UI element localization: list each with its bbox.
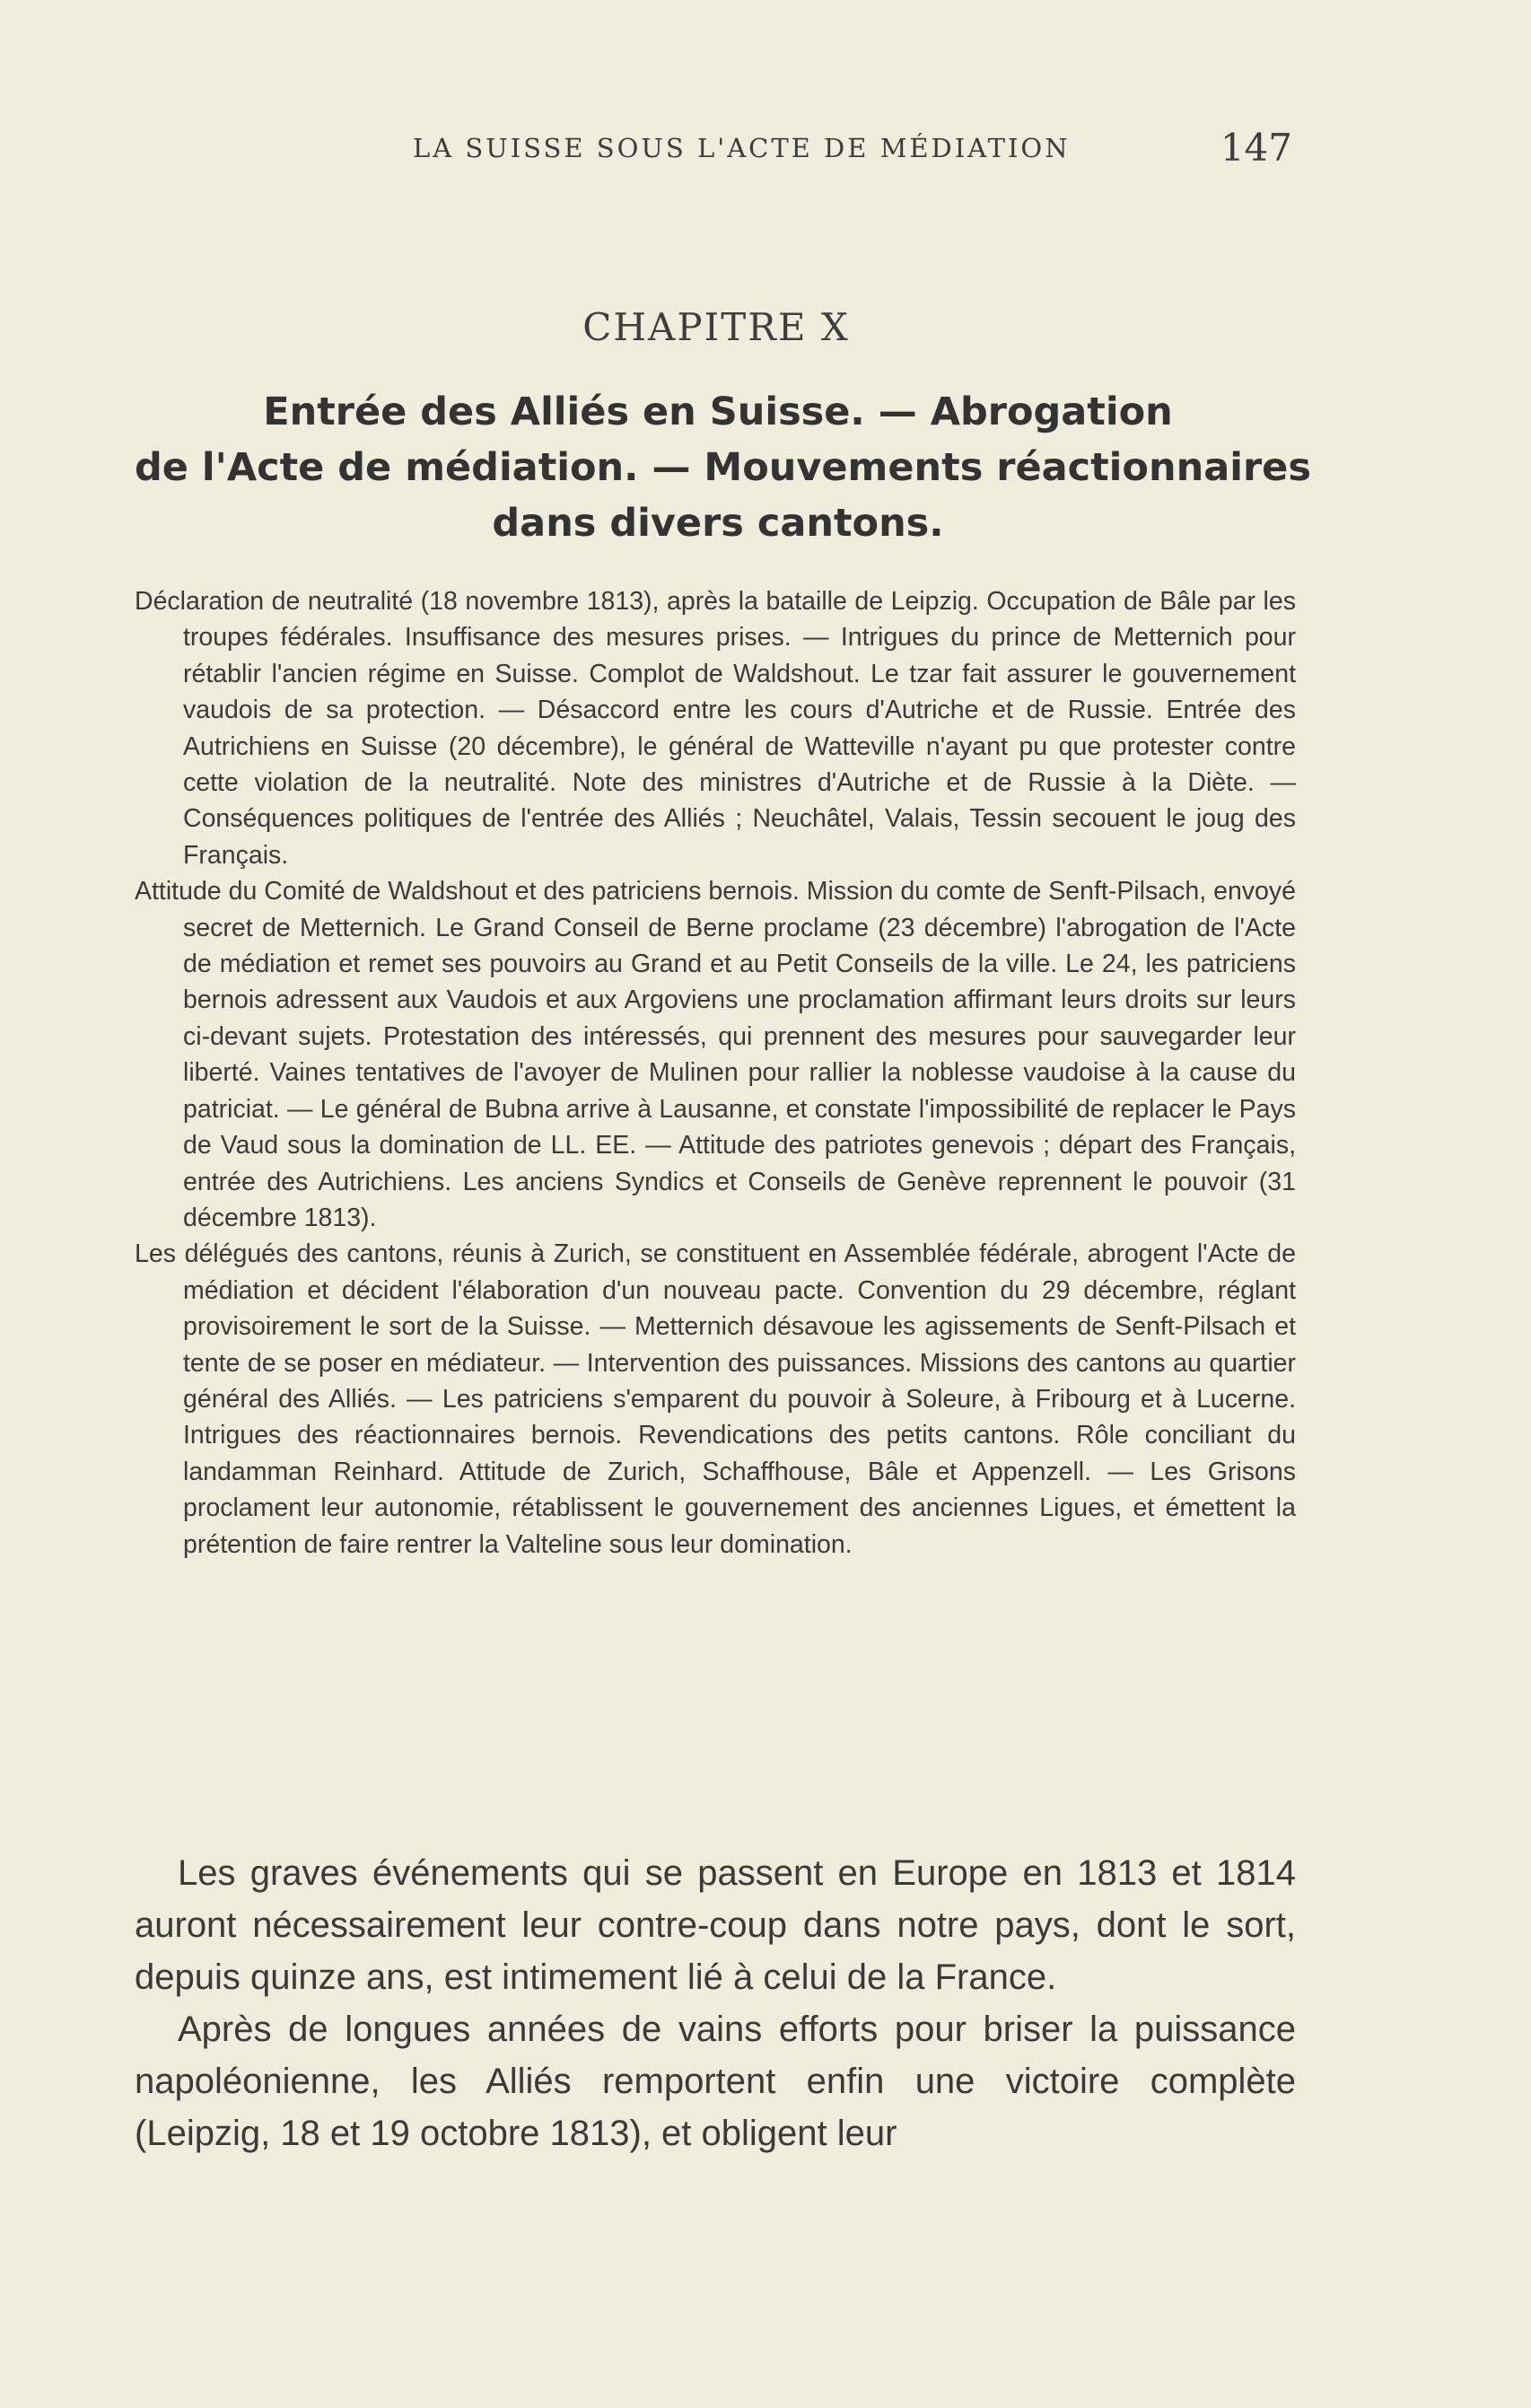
body-text [135, 1847, 1296, 2159]
summary-paragraph: Déclaration de neutralité (18 novembre 1813), après la bataille de Leipzig. Occupation de Bâle par les troupes fédérales. Insuffisance des mesures prises. — Intrigues du prince de Metternich pour rétablir l'ancien régime en Suisse. Complot de Waldshout. Le tzar fait assurer le gouvernement vaudois de sa protection. — Désaccord entre les cours d'Autriche et de Russie. Entrée des Autrichiens en Suisse (20 décembre), le général de Watteville n'ayant pu que protester contre cette violation de la neutralité. Note des ministres d'Autriche et de Russie à la Diète. — Conséquences politiques de l'entrée des Alliés ; Neuchâtel, Valais, Tessin secouent le joug des Français. [135, 587, 1296, 870]
summary-paragraph: Les délégués des cantons, réunis à Zurich, se constituent en Assemblée fédérale, abrogent l'Acte de médiation et décident l'élaboration d'un nouveau pacte. Convention du 29 décembre, réglant provisoirement le sort de la Suisse. — Metternich désavoue les agissements de Senft-Pilsach et tente de se poser en médiateur. — Intervention des puissances. Missions des cantons au quartier général des Alliés. — Les patriciens s'emparent du pouvoir à Soleure, à Fribourg et à Lucerne. Intrigues des réactionnaires bernois. Revendications des petits cantons. Rôle conciliant du landamman Reinhard. Attitude de Zurich, Schaffhouse, Bâle et Appenzell. — Les Grisons proclament leur autonomie, rétablissent le gouvernement des anciennes Ligues, et émettent la prétention de faire rentrer la Valteline sous leur domination. [135, 1239, 1296, 1559]
summary-paragraph: Attitude du Comité de Waldshout et des patriciens bernois. Mission du comte de Senft-Pilsach, envoyé secret de Metternich. Le Grand Conseil de Berne proclame (23 décembre) l'abrogation de l'Acte de médiation et remet ses pouvoirs au Grand et au Petit Conseils de la ville. Le 24, les patriciens bernois adressent aux Vaudois et aux Argoviens une proclamation affirmant leurs droits sur leurs ci-devant sujets. Protestation des intéressés, qui prennent des mesures pour sauvegarder leur liberté. Vaines tentatives de l'avoyer de Mulinen pour rallier la noblesse vaudoise à la cause du patriciat. — Le général de Bubna arrive à Lausanne, et constate l'impossibilité de replacer le Pays de Vaud sous la domination de LL. EE. — Attitude des patriotes genevois ; départ des Français, entrée des Autrichiens. Les anciens Syndics et Conseils de Genève reprennent le pouvoir (31 décembre 1813). [135, 877, 1296, 1232]
body-paragraph: Après de longues années de vains efforts pour briser la puissance napoléonienne, les Alliés remportent enfin une victoire complète (Leipzig, 18 et 19 octobre 1813), et obligent leur [135, 2010, 1296, 2153]
chapter-title-line: dans divers cantons. [492, 501, 944, 546]
body-paragraph: Les graves événements qui se passent en Europe en 1813 et 1814 auront nécessairement leur contre-coup dans notre pays, dont le sort, depuis quinze ans, est intimement lié à celui de la France. [135, 1853, 1296, 1997]
chapter-title-line: de l'Acte de médiation. — Mouvements réactionnaires [135, 445, 1311, 490]
running-title: LA SUISSE SOUS L'ACTE DE MÉDIATION [413, 133, 1071, 163]
chapter-title [135, 384, 1311, 551]
chapter-label: CHAPITRE X [582, 305, 850, 349]
chapter-title-line: Entrée des Alliés en Suisse. — Abrogation [263, 390, 1173, 434]
page-number: 147 [1220, 126, 1292, 170]
running-header [395, 126, 1292, 180]
chapter-summary [135, 583, 1296, 1563]
